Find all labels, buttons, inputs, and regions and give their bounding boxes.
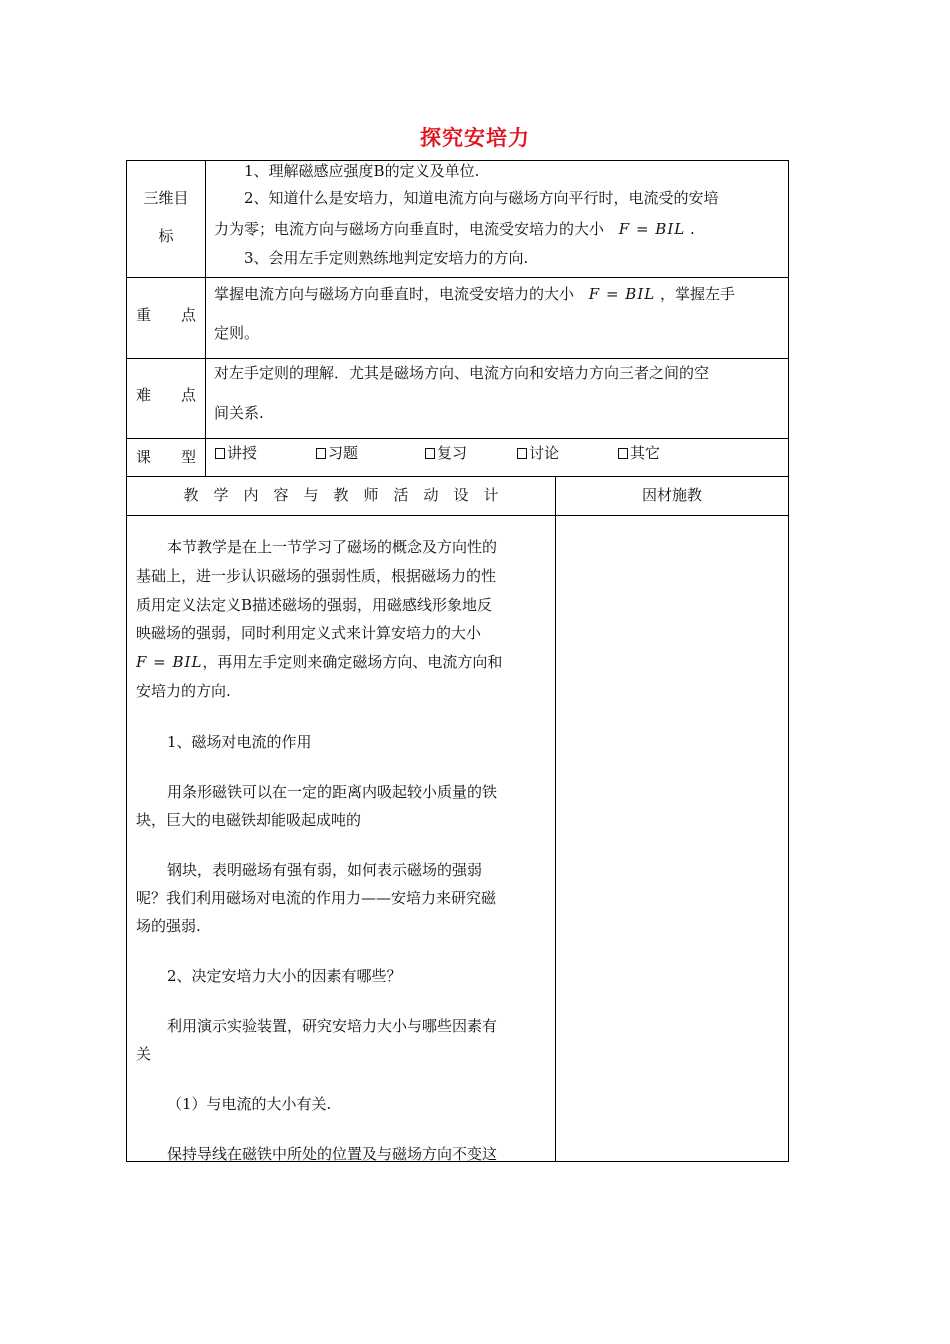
- key-line-1: [214, 278, 735, 311]
- type-option-label: 习题: [328, 444, 359, 462]
- goals-label-line1: 三维目: [143, 189, 189, 207]
- goals-label: [127, 179, 205, 255]
- content-line: 本节教学是在上一节学习了磁场的概念及方向性的: [167, 538, 498, 556]
- content-line-text: ，再用左手定则来确定磁场方向、电流方向和: [202, 653, 503, 671]
- type-option-lecture[interactable]: [215, 442, 257, 463]
- content-line: 质用定义法定义B描述磁场的强弱，用磁感线形象地反: [136, 596, 493, 614]
- checkbox-icon[interactable]: [517, 448, 527, 459]
- content-line: 利用演示实验装置，研究安培力大小与哪些因素有: [167, 1017, 498, 1035]
- checkbox-icon[interactable]: [618, 448, 628, 459]
- key-line-2: 定则。: [214, 324, 260, 342]
- content-line: 场的强弱.: [136, 917, 201, 935]
- content-line: 安培力的方向.: [136, 682, 231, 700]
- goals-line-2: 2、知道什么是安培力，知道电流方向与磁场方向平行时，电流受的安培: [244, 189, 719, 207]
- content-line: 块，巨大的电磁铁却能吸起成吨的: [136, 811, 362, 829]
- goals-line-3-end: .: [690, 220, 695, 238]
- checkbox-icon[interactable]: [316, 448, 326, 459]
- goals-label-line2: 标: [158, 227, 174, 245]
- formula-f-bil: F = BIL: [618, 220, 686, 238]
- section-heading: 1、磁场对电流的作用: [167, 733, 312, 751]
- section-heading: （1）与电流的大小有关.: [167, 1095, 332, 1113]
- type-option-label: 其它: [630, 444, 661, 462]
- content-line: 呢？我们利用磁场对电流的作用力——安培力来研究磁: [136, 889, 497, 907]
- formula-f-bil: F = BIL: [588, 285, 656, 303]
- page-title: 探究安培力: [420, 125, 530, 150]
- type-option-label: 讲授: [227, 444, 258, 462]
- section-heading: 2、决定安培力大小的因素有哪些？: [167, 967, 402, 985]
- type-option-label: 复习: [437, 444, 468, 462]
- column-header-adaptive: 因材施教: [641, 486, 702, 504]
- content-line: 用条形磁铁可以在一定的距离内吸起较小质量的铁: [167, 783, 498, 801]
- goals-line-1: 1、理解磁感应强度B的定义及单位.: [244, 162, 480, 180]
- goals-line-4: 3、会用左手定则熟练地判定安培力的方向.: [244, 249, 529, 267]
- type-option-exercise[interactable]: [316, 442, 358, 463]
- row-divider: [126, 515, 789, 516]
- type-option-other[interactable]: [618, 442, 660, 463]
- column-divider: [555, 476, 556, 1162]
- content-line: 基础上，进一步认识磁场的强弱性质，根据磁场力的性: [136, 567, 497, 585]
- formula-f-bil: F = BIL: [136, 653, 203, 671]
- column-header-content: 教 学 内 容 与 教 师 活 动 设 计: [183, 486, 499, 504]
- key-line-1-text: 掌握电流方向与磁场方向垂直时，电流受安培力的大小: [214, 285, 575, 303]
- type-label: 课 型: [135, 448, 196, 466]
- content-line: 关: [136, 1045, 152, 1063]
- goals-line-3-text: 力为零；电流方向与磁场方向垂直时，电流受安培力的大小: [214, 220, 605, 238]
- content-line: [136, 648, 541, 678]
- difficult-label: 难 点: [135, 386, 196, 404]
- content-line: 保持导线在磁铁中所处的位置及与磁场方向不变这: [167, 1145, 498, 1163]
- type-option-discussion[interactable]: [517, 442, 559, 463]
- checkbox-icon[interactable]: [425, 448, 435, 459]
- content-line: 映磁场的强弱，同时利用定义式来计算安培力的大小: [136, 624, 482, 642]
- type-option-review[interactable]: [425, 442, 467, 463]
- row-divider: [126, 438, 789, 439]
- key-label: 重 点: [135, 306, 196, 324]
- key-line-1-end: ，掌握左手: [660, 285, 736, 303]
- column-divider: [205, 160, 206, 476]
- difficult-line-1: 对左手定则的理解．尤其是磁场方向、电流方向和安培力方向三者之间的空: [214, 364, 710, 382]
- checkbox-icon[interactable]: [215, 448, 225, 459]
- difficult-line-2: 间关系.: [214, 404, 264, 422]
- content-line: 钢块，表明磁场有强有弱，如何表示磁场的强弱: [167, 861, 483, 879]
- type-option-label: 讨论: [529, 444, 560, 462]
